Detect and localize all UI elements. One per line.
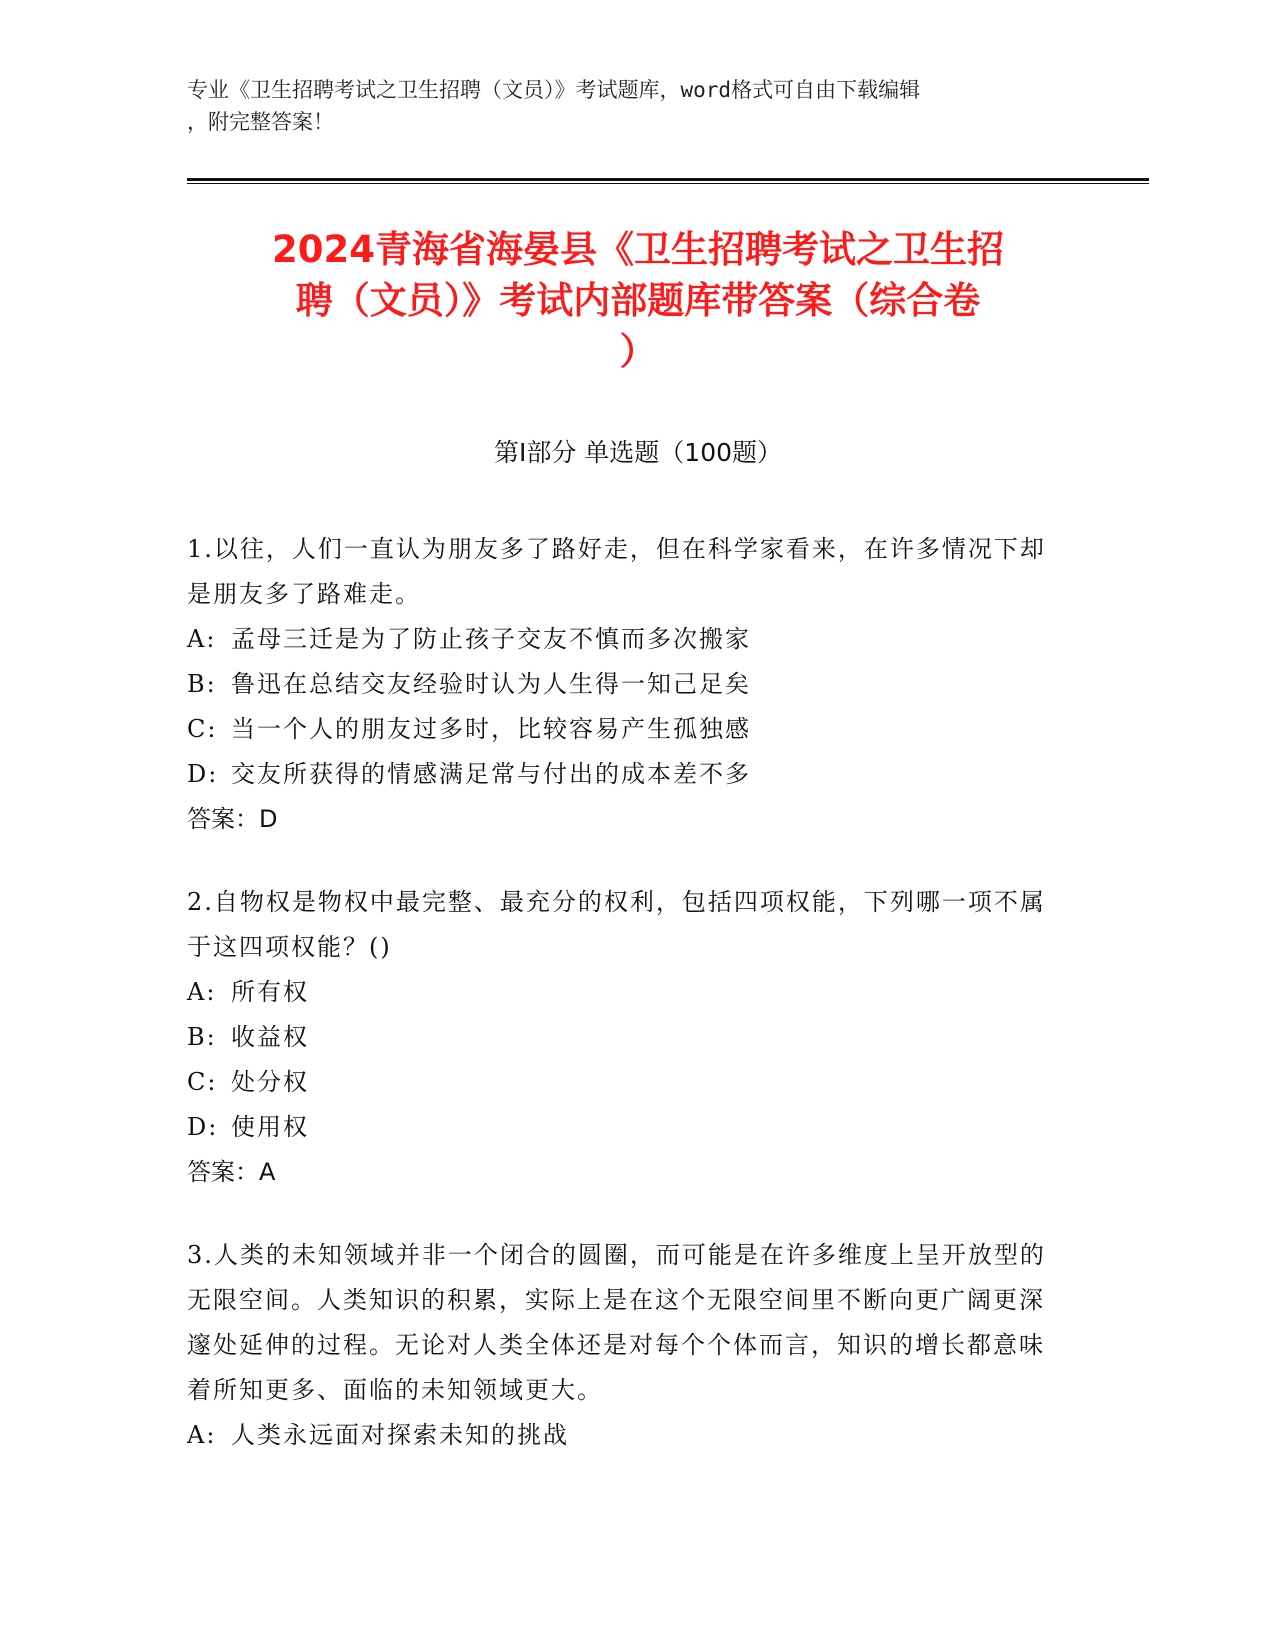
option-text: 使用权 <box>231 1113 309 1141</box>
option-a <box>187 970 1067 1015</box>
option-d <box>187 752 1067 797</box>
option-a <box>187 617 1067 662</box>
option-a <box>187 1413 1067 1458</box>
header-note-line-1: 专业《卫生招聘考试之卫生招聘（文员）》考试题库，word格式可自由下载编辑 <box>187 78 921 102</box>
header-divider-thin <box>187 183 1149 184</box>
header-divider-thick <box>187 178 1149 181</box>
option-letter: A: <box>187 978 217 1006</box>
question-1 <box>187 527 1067 842</box>
option-letter: D: <box>187 1113 219 1141</box>
option-b <box>187 1015 1067 1060</box>
option-c <box>187 1060 1067 1105</box>
option-letter: D: <box>187 760 219 788</box>
option-text: 人类永远面对探索未知的挑战 <box>231 1421 569 1449</box>
question-stem: 2.自物权是物权中最完整、最充分的权利，包括四项权能，下列哪一项不属于这四项权能？() <box>187 888 1046 961</box>
title-line-2: 聘（文员）》考试内部题库带答案（综合卷 <box>295 279 981 322</box>
question-stem: 1.以往，人们一直认为朋友多了路好走，但在科学家看来，在许多情况下却是朋友多了路难走。 <box>187 535 1046 608</box>
title-line-1: 2024青海省海晏县《卫生招聘考试之卫生招 <box>272 228 1004 271</box>
header-note-line-2: ，附完整答案！ <box>187 110 334 134</box>
option-b <box>187 662 1067 707</box>
option-text: 交友所获得的情感满足常与付出的成本差不多 <box>231 760 751 788</box>
option-d <box>187 1105 1067 1150</box>
option-text: 当一个人的朋友过多时，比较容易产生孤独感 <box>231 715 751 743</box>
question-list <box>187 527 1067 1496</box>
header-note <box>187 74 1087 138</box>
option-letter: A: <box>187 625 217 653</box>
option-text: 鲁迅在总结交友经验时认为人生得一知己足矣 <box>231 670 751 698</box>
option-text: 处分权 <box>231 1068 309 1096</box>
option-c <box>187 707 1067 752</box>
document-title <box>187 224 1089 377</box>
title-line-3: ） <box>619 330 657 373</box>
option-letter: B: <box>187 1023 217 1051</box>
option-text: 收益权 <box>231 1023 309 1051</box>
option-text: 所有权 <box>231 978 309 1006</box>
answer-line: 答案：A <box>187 1158 276 1186</box>
answer-line: 答案：D <box>187 805 278 833</box>
section-heading: 第I部分 单选题（100题） <box>493 438 783 467</box>
option-letter: A: <box>187 1421 217 1449</box>
option-letter: C: <box>187 1068 218 1096</box>
question-stem: 3.人类的未知领域并非一个闭合的圆圈，而可能是在许多维度上呈开放型的无限空间。人类知识的积累，实际上是在这个无限空间里不断向更广阔更深邃处延伸的过程。无论对人类全体还是对每个个体而言，知识的增长都意味着所知更多、面临的未知领域更大。 <box>187 1241 1046 1404</box>
option-letter: B: <box>187 670 217 698</box>
option-letter: C: <box>187 715 218 743</box>
question-3 <box>187 1233 1067 1458</box>
question-2 <box>187 880 1067 1195</box>
option-text: 孟母三迁是为了防止孩子交友不慎而多次搬家 <box>231 625 751 653</box>
